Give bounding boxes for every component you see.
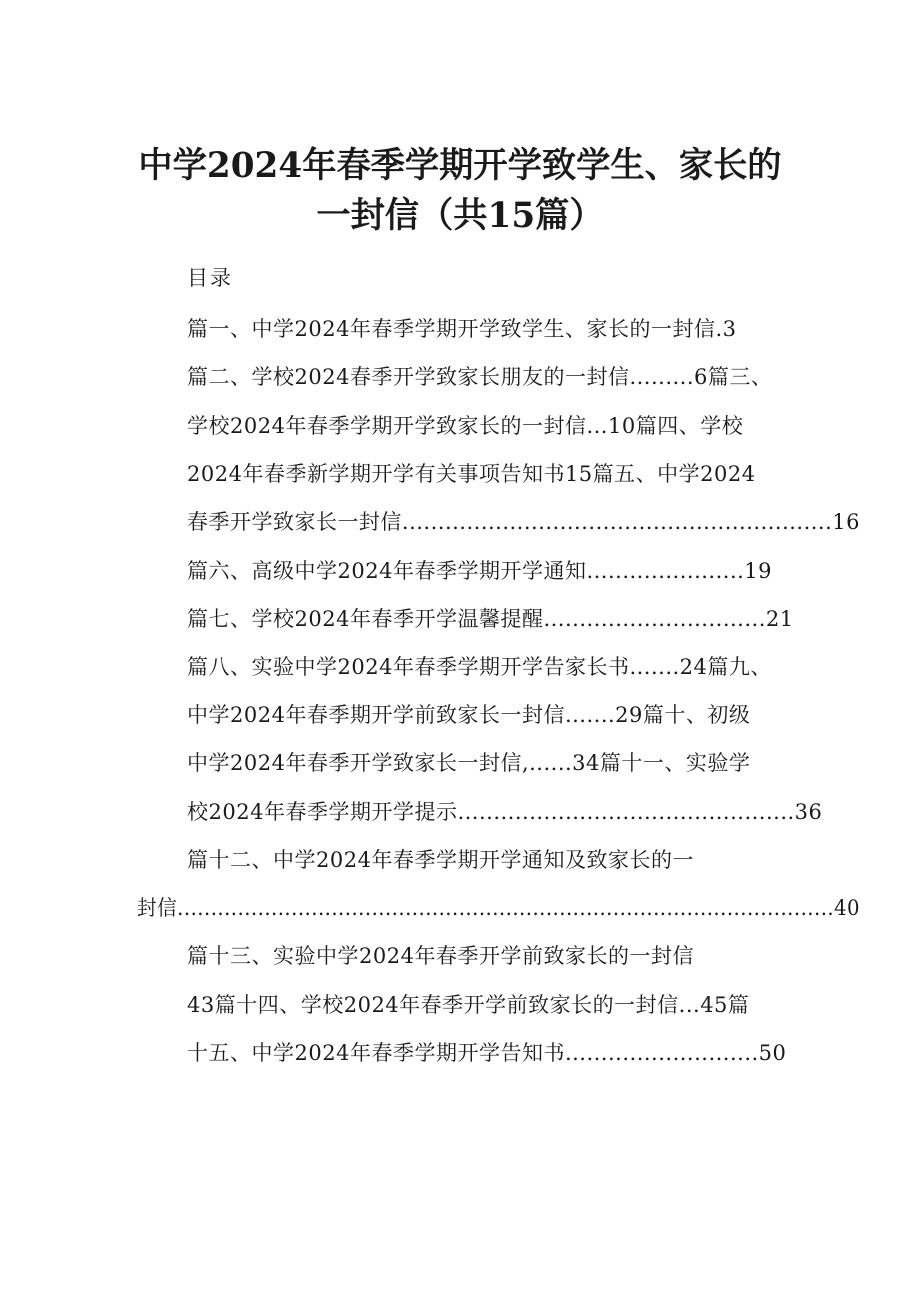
toc-line: 篇十二、中学2024年春季学期开学通知及致家长的一: [187, 848, 694, 872]
toc-line: 篇八、实验中学2024年春季学期开学告家长书.......24篇九、: [187, 655, 772, 679]
toc-line: 篇六、高级中学2024年春季学期开学通知......................19: [187, 559, 773, 583]
toc-line: 中学2024年春季开学致家长一封信,......34篇十一、实验学: [187, 751, 751, 775]
toc-line: 封信..................................................................................................40: [137, 896, 860, 920]
toc-line: 春季开学致家长一封信............................................................16: [187, 510, 860, 534]
toc-line: 2024年春季新学期开学有关事项告知书15篇五、中学2024: [187, 462, 756, 486]
toc-line: 篇十三、实验中学2024年春季开学前致家长的一封信: [187, 944, 694, 968]
toc-line: 篇一、中学2024年春季学期开学致学生、家长的一封信.3: [187, 317, 737, 341]
toc-heading: 目录: [187, 266, 233, 290]
toc-line: 中学2024年春季期开学前致家长一封信.......29篇十、初级: [187, 703, 751, 727]
toc-line: 十五、中学2024年春季学期开学告知书...........................50: [187, 1041, 787, 1065]
toc-line: 学校2024年春季学期开学致家长的一封信...10篇四、学校: [187, 414, 744, 438]
toc-line: 校2024年春季学期开学提示...............................................36: [187, 800, 823, 824]
toc-line: 篇七、学校2024年春季开学温馨提醒...............................21: [187, 607, 794, 631]
document-title-line-1: 中学2024年春季学期开学致学生、家长的: [138, 145, 782, 186]
toc-line: 篇二、学校2024春季开学致家长朋友的一封信.........6篇三、: [187, 365, 773, 389]
toc-line: 43篇十四、学校2024年春季开学前致家长的一封信...45篇: [187, 993, 750, 1017]
document-title-line-2: 一封信（共15篇）: [316, 195, 604, 236]
